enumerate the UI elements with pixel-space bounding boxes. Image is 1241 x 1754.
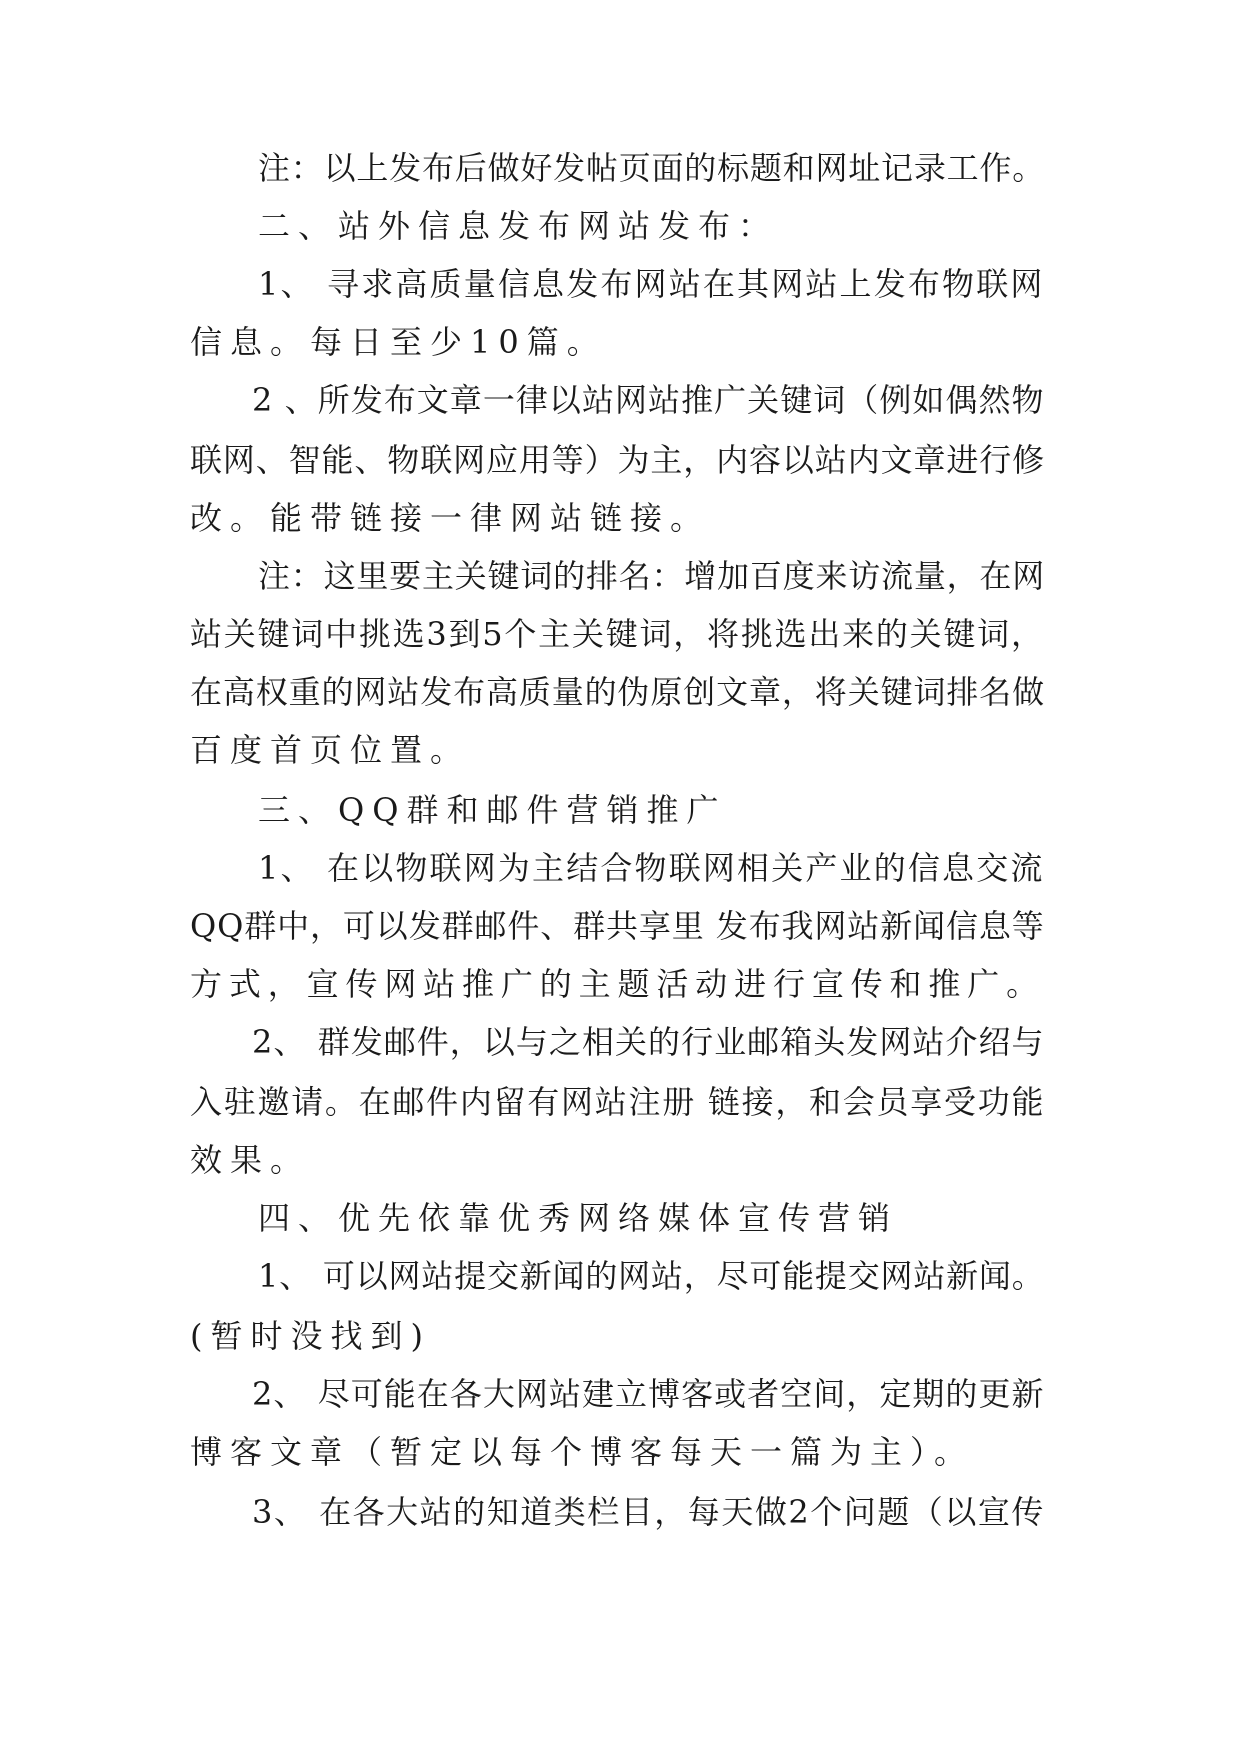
text-line: 方式，宣传网站推广的主题活动进行宣传和推广。 (190, 965, 1046, 1003)
text-line: 站关键词中挑选3到5个主关键词，将挑选出来的关键词， (190, 615, 1045, 653)
text-line: QQ群中，可以发群邮件、群共享里 发布我网站新闻信息等 (190, 907, 1045, 945)
text-line: 博客文章（暂定以每个博客每天一篇为主）。 (190, 1433, 975, 1471)
text-line: 2、 尽可能在各大网站建立博客或者空间，定期的更新 (252, 1375, 1045, 1413)
text-line: 信息。每日至少10篇。 (190, 323, 607, 361)
text-line: 在高权重的网站发布高质量的伪原创文章，将关键词排名做 (190, 673, 1046, 711)
text-line: 1、 可以网站提交新闻的网站，尽可能提交网站新闻。 (258, 1257, 1045, 1295)
section-heading: 四、优先依靠优秀网络媒体宣传营销 (258, 1199, 899, 1237)
text-line: 联网、智能、物联网应用等）为主，内容以站内文章进行修 (190, 441, 1046, 479)
text-line: 注：以上发布后做好发帖页面的标题和网址记录工作。 (258, 149, 1046, 187)
text-line: 入驻邀请。在邮件内留有网站注册 链接，和会员享受功能 (190, 1083, 1046, 1121)
text-line: 百度首页位置。 (190, 731, 471, 769)
text-line: 效果。 (190, 1141, 311, 1179)
text-line: 1、 寻求高质量信息发布网站在其网站上发布物联网 (258, 265, 1045, 303)
text-line: 2 、所发布文章一律以站网站推广关键词（例如偶然物 (252, 381, 1045, 419)
text-line: (暂时没找到) (190, 1317, 431, 1355)
section-heading: 二、站外信息发布网站发布： (258, 207, 779, 245)
text-line: 注：这里要主关键词的排名：增加百度来访流量，在网 (258, 557, 1046, 595)
text-line: 3、 在各大站的知道类栏目，每天做2个问题（以宣传 (252, 1493, 1045, 1531)
text-line: 2、 群发邮件，以与之相关的行业邮箱头发网站介绍与 (252, 1023, 1045, 1061)
text-line: 改。能带链接一律网站链接。 (190, 499, 711, 537)
text-line: 1、 在以物联网为主结合物联网相关产业的信息交流 (258, 849, 1045, 887)
section-heading: 三、QQ群和邮件营销推广 (258, 791, 727, 829)
